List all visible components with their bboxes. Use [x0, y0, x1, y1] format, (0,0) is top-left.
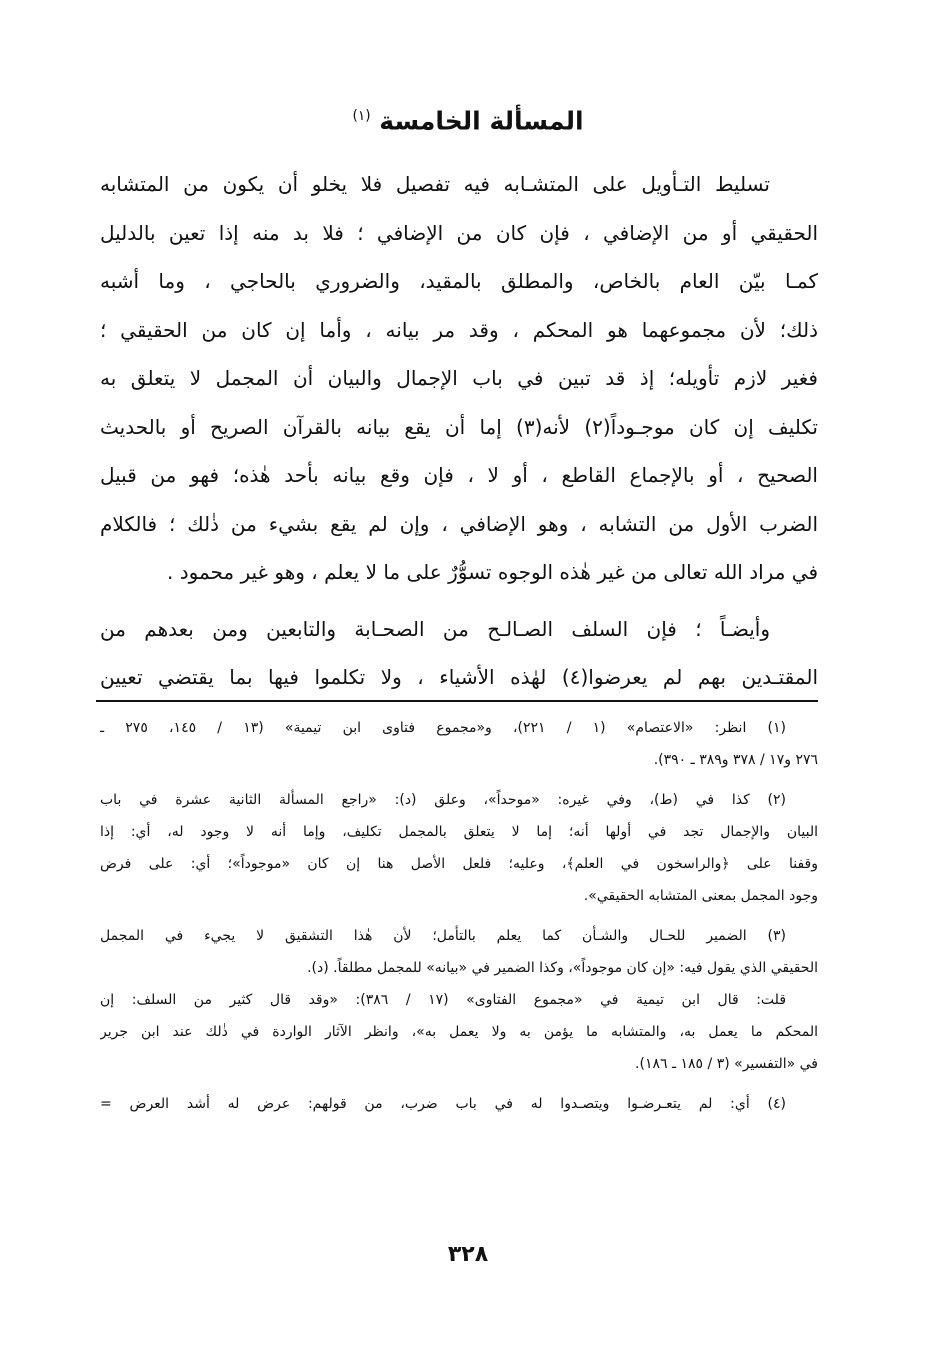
body-line: كمـا بيّن العام بالخاص، والمطلق بالمقيد، والضروري بالحاجي ، وما أشبه: [100, 269, 818, 293]
body-line: الضرب الأول من التشابه ، وهو الإضافي ، وإن لم يقع بشيء من ذٰلك ؛ فالكلام: [100, 511, 818, 536]
footnote-line: (٤) أي: لم يتعـرضـوا ويتصـدوا له في باب ضرب، من قولهم: عرض له أشد العرض =: [100, 1096, 786, 1112]
footnote-separator: [96, 700, 818, 702]
footnote-line: (١) انظر: «الاعتصام» (١ / ٢٢١)، و«مجموع فتاوى ابن تيمية» (١٣ / ١٤٥، ٢٧٥ ـ: [100, 720, 786, 736]
main-text: [100, 160, 818, 702]
footnote-line: قلت: قال ابن تيمية في «مجموع الفتاوى» (١٧ / ٣٨٦): «وقد قال كثير من السلف: إن: [100, 992, 787, 1008]
footnote-line: البيان والإجمال تجد في أولها أنه؛ إما لا يتعلق بالمجمل تكليف، وإما أنه لا وجود له، أي: إذا: [100, 824, 818, 840]
body-line: تكليف إن كان موجـوداً(٢) لأنه(٣) إما أن يقع بيانه بالقرآن الصريح أو بالحديث: [100, 414, 818, 439]
footnote-line: ٢٧٦ و١٧ / ٣٧٨ و٣٨٩ ـ ٣٩٠).: [653, 752, 818, 768]
body-line: المقتـدين بهم لم يعرضوا(٤) لهٰذه الأشياء ، ولا تكلموا فيها بما يقتضي تعيين: [100, 665, 818, 689]
body-line: الصحيح ، أو بالإجماع القاطع ، أو لا ، فإن وقع بيانه بأحد هٰذه؛ فهو من قبيل: [100, 463, 818, 487]
page-number: ٣٢٨: [447, 1242, 489, 1267]
footnote-line: وقفنا على ﴿والراسخون في العلم﴾، وعليه؛ فلعل الأصل هنا إن كان «موجوداً»؛ أي: على فرض: [100, 856, 818, 872]
footnote-line: المحكم ما يعمل به، والمتشابه ما يؤمن به ولا يعمل به»، وانظر الآثار الواردة في ذٰلك عند ابن جرير: [100, 1024, 818, 1040]
body-line: ذلك؛ لأن مجموعهما هو المحكم ، وقد مر بيانه ، وأما إن كان من الحقيقي ؛: [100, 317, 818, 342]
body-line: الحقيقي أو من الإضافي ، فإن كان من الإضافي ؛ فلا بد منه إذا تعين بالدليل: [100, 220, 818, 245]
footnote-gap: [100, 776, 818, 784]
paragraph-gap: [100, 597, 818, 605]
body-line: فغير لازم تأويله؛ إذ قد تبين في باب الإجمال والبيان أن المجمل لا يتعلق به: [100, 366, 818, 390]
page-title: [120, 96, 816, 141]
footnote-line: (٢) كذا في (ط)، وفي غيره: «موحداً»، وعلق (د): «راجع المسألة الثانية عشرة في باب: [100, 792, 786, 808]
body-line: وأيضـاً ؛ فإن السلف الصـالـح من الصحـابة والتابعين ومن بعدهم من: [100, 616, 770, 641]
body-line: في مراد الله تعالى من غير هٰذه الوجوه تسوُّرٌ على ما لا يعلم ، وهو غير محمود .: [166, 560, 818, 584]
title-footnote-marker: (١): [352, 108, 371, 124]
footnote-gap: [100, 912, 818, 920]
footnote-line: (٣) الضمير للحـال والشـأن كما يعلم بالتأمل؛ لأن هٰذا التشقيق لا يجيء في المجمل: [100, 928, 786, 944]
footnotes: [100, 712, 818, 1120]
body-line: تسليط التـأويل على المتشـابه فيه تفصيل فلا يخلو أن يكون من المتشابه: [100, 172, 770, 196]
footnote-line: في «التفسير» (٣ / ١٨٥ ـ ١٨٦).: [635, 1056, 818, 1072]
title-text: المسألة الخامسة: [379, 106, 584, 136]
footnote-gap: [100, 1080, 818, 1088]
footnote-line: وجود المجمل بمعنى المتشابه الحقيقي».: [583, 888, 818, 904]
footnote-line: الحقيقي الذي يقول فيه: «إن كان موجوداً»، وكذا الضمير في «بيانه» للمجمل مطلقاً. (د).: [307, 960, 818, 976]
